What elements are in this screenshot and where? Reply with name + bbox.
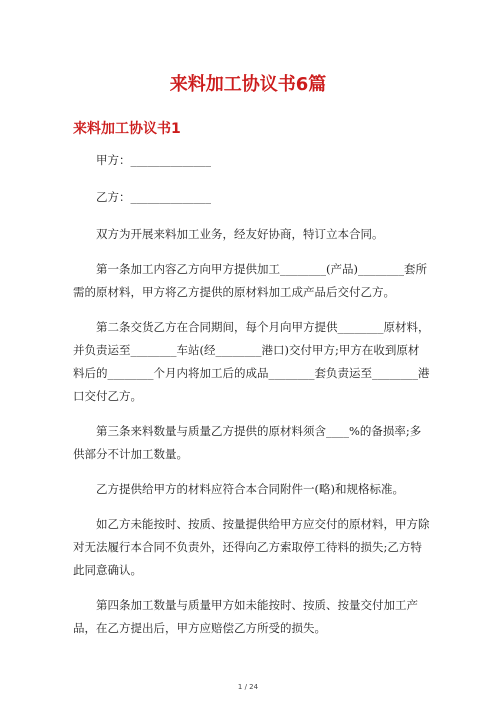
paragraph-article-3: 第三条来料数量与质量乙方提供的原材料须含____%的备损率;多供部分不计加工数量。 [73,424,422,461]
party-a-line: 甲方：______________ [96,153,211,167]
page-number: 1 / 24 [237,683,259,691]
party-b-line: 乙方：______________ [96,190,211,204]
document-title: 来料加工协议书6篇 [169,74,327,95]
paragraph-supply-failure: 如乙方未能按时、按质、按量提供给甲方应交付的原材料，甲方除对无法履行本合同不负责外，还得向乙方索取停工待料的损失;乙方特此同意确认。 [73,517,430,577]
section-heading: 来料加工协议书1 [73,121,181,137]
paragraph-material-standard: 乙方提供给甲方的材料应符合本合同附件一(略)和规格标准。 [96,482,404,496]
paragraph-article-4: 第四条加工数量与质量甲方如未能按时、按质、按量交付加工产品，在乙方提出后，甲方应赔偿乙方所受的损失。 [73,598,418,635]
paragraph-article-2: 第二条交货乙方在合同期间，每个月向甲方提供________原材料，并负责运至________车站(经________港口)交付甲方;甲方在收到原材料后的________个月内将加工后的成品________套负责运至________港口交付乙方。 [73,320,430,403]
paragraph-article-1: 第一条加工内容乙方向甲方提供加工________(产品)________套所需的原材料，甲方将乙方提供的原材料加工成产品后交付乙方。 [73,262,427,299]
paragraph-intro: 双方为开展来料加工业务，经友好协商，特订立本合同。 [96,227,384,241]
document-body [73,149,430,652]
